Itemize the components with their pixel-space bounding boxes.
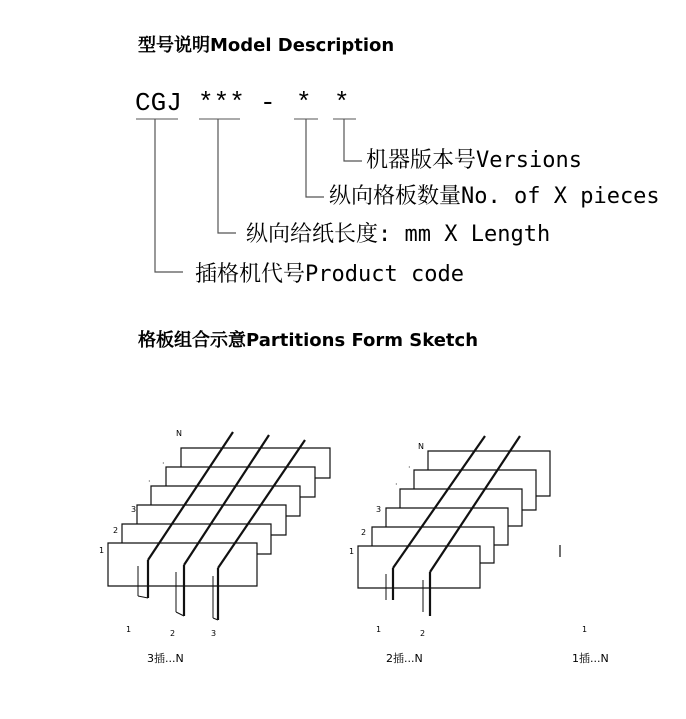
row-mark-2: 2 xyxy=(361,528,367,537)
row-mark-dot: · xyxy=(408,463,411,472)
col-mark-1: 1 xyxy=(376,625,382,634)
sketch-caption-2: 2插...N xyxy=(386,652,423,665)
length-label: 纵向给纸长度: mm X Length xyxy=(246,222,551,247)
versions-label: 机器版本号Versions xyxy=(366,148,582,173)
sketch-caption-1: 1插...N xyxy=(572,652,609,665)
code-pieces-field: * xyxy=(296,88,312,118)
code-length-field: *** xyxy=(198,88,245,118)
partitions-sketch-heading: 格板组合示意Partitions Form Sketch xyxy=(138,330,479,351)
sketch-grid-2 xyxy=(358,436,550,616)
sketch-caption-3: 3插...N xyxy=(147,652,184,665)
row-mark-2: 2 xyxy=(113,526,119,535)
code-version-field: * xyxy=(334,88,350,118)
sketch-grid-3 xyxy=(108,432,330,620)
row-mark-3: 3 xyxy=(376,505,382,514)
row-mark-n: N xyxy=(418,442,424,451)
row-mark-3: 3 xyxy=(131,505,137,514)
row-mark-dot: · xyxy=(162,459,165,468)
col-mark-2: 2 xyxy=(170,629,176,638)
product-code-label: 插格机代号Product code xyxy=(195,262,464,287)
row-mark-dot: · xyxy=(395,480,398,489)
col-mark-1: 1 xyxy=(582,625,588,634)
code-prefix: CGJ xyxy=(135,88,182,118)
pieces-label: 纵向格板数量No. of X pieces xyxy=(329,184,660,209)
row-mark-n: N xyxy=(176,429,182,438)
model-description-heading: 型号说明Model Description xyxy=(138,35,395,56)
col-mark-2: 2 xyxy=(420,629,426,638)
col-mark-3: 3 xyxy=(211,629,217,638)
col-mark-1: 1 xyxy=(126,625,132,634)
row-mark-dot: · xyxy=(148,477,151,486)
code-dash: - xyxy=(260,88,276,118)
row-mark-1: 1 xyxy=(349,547,355,556)
row-mark-1: 1 xyxy=(99,546,105,555)
